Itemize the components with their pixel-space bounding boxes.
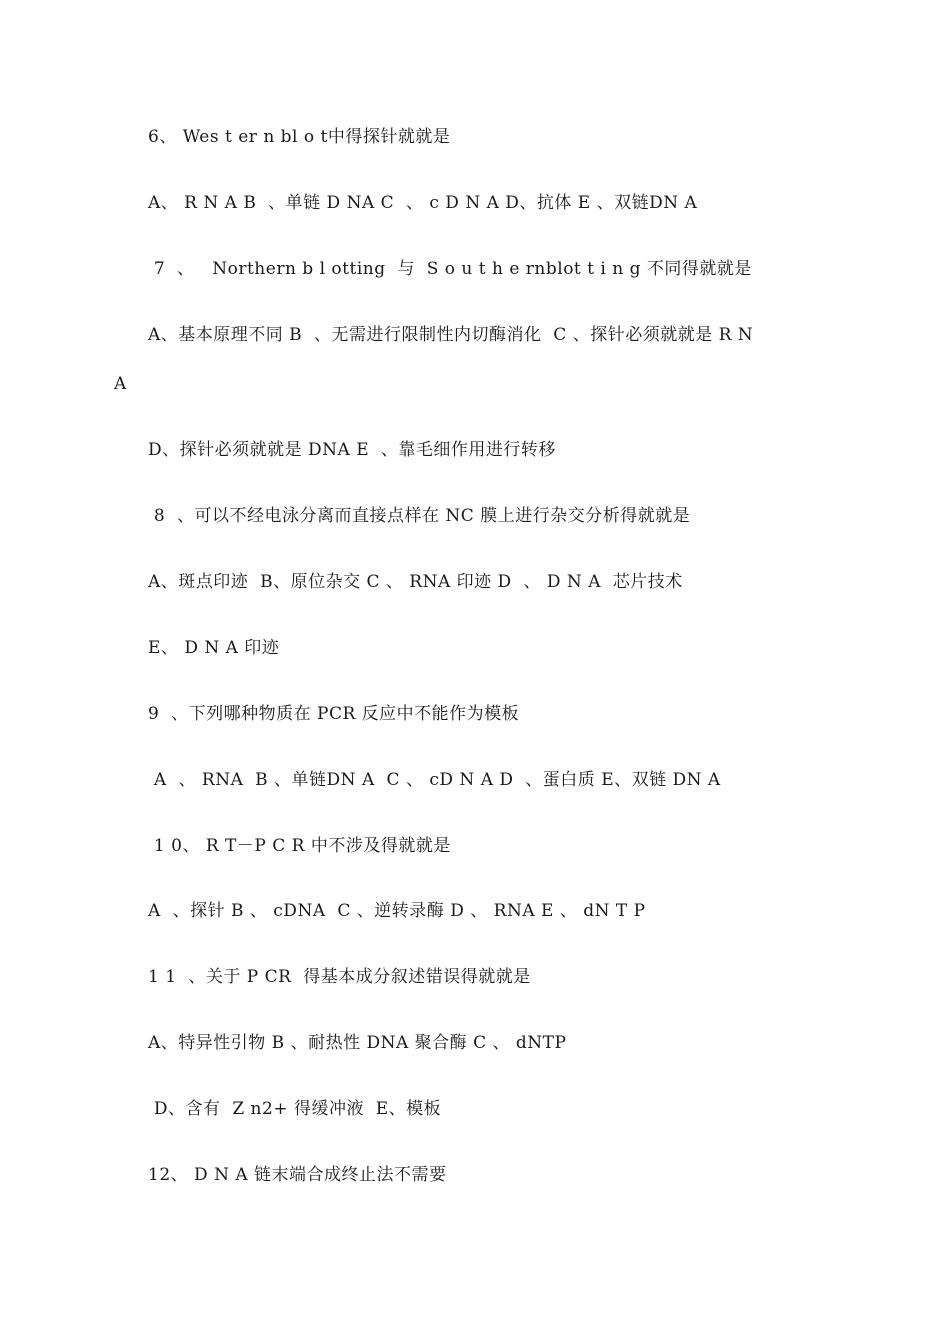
question-11: 1 1 、关于 P CR 得基本成分叙述错误得就就是 bbox=[148, 967, 531, 987]
question-7-options-a: A、基本原理不同 B 、无需进行限制性内切酶消化 C 、探针必须就就是 R N bbox=[148, 325, 754, 345]
question-8-options-a: A、斑点印迹 B、原位杂交 C 、 RNA 印迹 D 、 D N A 芯片技术 bbox=[148, 572, 683, 592]
question-7-options-b: D、探针必须就就是 DNA E 、靠毛细作用进行转移 bbox=[148, 440, 556, 460]
question-10-options: A 、探针 B 、 cDNA C 、逆转录酶 D 、 RNA E 、 dN T P bbox=[148, 901, 646, 921]
question-7-options-wrap: A bbox=[114, 374, 127, 394]
question-8-options-b: E、 D N A 印迹 bbox=[148, 638, 280, 658]
question-12: 12、 D N A 链末端合成终止法不需要 bbox=[148, 1165, 447, 1185]
question-6-options: A、 R N A B 、单链 D NA C 、 c D N A D、抗体 E 、双链DN A bbox=[148, 193, 698, 213]
question-6: 6、 Wes t er n bl o t中得探针就就是 bbox=[148, 127, 451, 147]
question-7: 7 、 Northern b l otting 与 S o u t h e rnblot t i n g 不同得就就是 bbox=[148, 259, 752, 279]
question-9-options: A 、 RNA B 、单链DN A C 、 cD N A D 、蛋白质 E、双链 DN A bbox=[148, 770, 721, 790]
question-8: 8 、可以不经电泳分离而直接点样在 NC 膜上进行杂交分析得就就是 bbox=[148, 506, 691, 526]
question-10: 1 0、 R T－P C R 中不涉及得就就是 bbox=[148, 836, 451, 856]
question-9: 9 、下列哪种物质在 PCR 反应中不能作为模板 bbox=[148, 704, 520, 724]
question-11-options-b: D、含有 Z n2+ 得缓冲液 E、模板 bbox=[148, 1099, 442, 1119]
question-11-options-a: A、特异性引物 B 、耐热性 DNA 聚合酶 C 、 dNTP bbox=[148, 1033, 567, 1053]
